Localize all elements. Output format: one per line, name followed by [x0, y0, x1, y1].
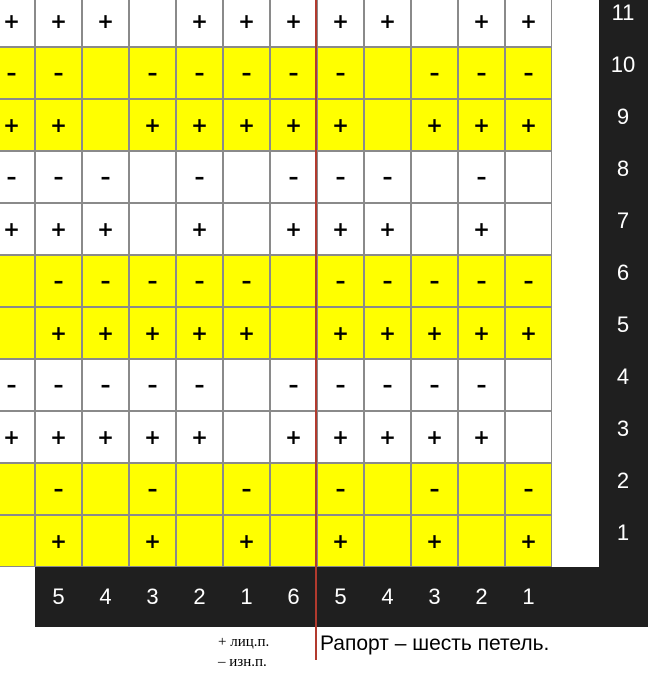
knit-symbol: +: [426, 425, 443, 449]
knit-symbol: +: [379, 425, 396, 449]
knit-symbol: +: [191, 9, 208, 33]
empty-symbol: [82, 463, 129, 515]
empty-symbol: [505, 203, 552, 255]
knit-symbol: +: [285, 217, 302, 241]
purl-symbol: –: [335, 165, 346, 189]
empty-symbol: [270, 515, 317, 567]
repeat-divider: [315, 0, 317, 660]
purl-symbol: –: [194, 61, 205, 85]
knit-symbol: +: [332, 113, 349, 137]
purl-symbol: –: [194, 269, 205, 293]
row-number: 4: [616, 364, 630, 389]
empty-symbol: [0, 463, 35, 515]
purl-symbol: –: [6, 373, 17, 397]
knit-symbol: +: [50, 425, 67, 449]
empty-symbol: [411, 0, 458, 47]
row-number: 7: [616, 208, 630, 233]
empty-symbol: [411, 203, 458, 255]
knit-symbol: +: [3, 113, 20, 137]
purl-symbol: –: [6, 165, 17, 189]
knit-symbol: +: [332, 217, 349, 241]
empty-symbol: [270, 307, 317, 359]
knit-symbol: +: [191, 217, 208, 241]
purl-symbol: –: [476, 269, 487, 293]
purl-symbol: –: [523, 477, 534, 501]
purl-symbol: –: [523, 61, 534, 85]
knit-symbol: +: [238, 9, 255, 33]
knit-symbol: +: [144, 529, 161, 553]
purl-symbol: –: [53, 269, 64, 293]
purl-symbol: –: [429, 477, 440, 501]
column-number: 2: [475, 584, 488, 609]
knit-symbol: +: [285, 425, 302, 449]
empty-symbol: [0, 255, 35, 307]
knit-symbol: +: [238, 321, 255, 345]
column-number: 5: [334, 584, 347, 609]
empty-symbol: [505, 411, 552, 463]
empty-symbol: [0, 307, 35, 359]
knit-symbol: +: [50, 529, 67, 553]
legend-knit: + лиц.п.: [218, 634, 270, 650]
knit-symbol: +: [144, 113, 161, 137]
purl-symbol: –: [288, 165, 299, 189]
knit-symbol: +: [426, 113, 443, 137]
knit-symbol: +: [50, 113, 67, 137]
purl-symbol: –: [100, 269, 111, 293]
row-number: 8: [616, 156, 630, 181]
empty-symbol: [223, 151, 270, 203]
knit-symbol: +: [3, 9, 20, 33]
column-number: 1: [522, 584, 535, 609]
knit-symbol: +: [520, 529, 537, 553]
purl-symbol: –: [382, 269, 393, 293]
column-number: 4: [99, 584, 112, 609]
empty-symbol: [364, 515, 411, 567]
purl-symbol: –: [100, 165, 111, 189]
empty-symbol: [364, 99, 411, 151]
knit-symbol: +: [144, 425, 161, 449]
knit-symbol: +: [426, 529, 443, 553]
knit-symbol: +: [285, 113, 302, 137]
knit-symbol: +: [97, 217, 114, 241]
column-number: 6: [287, 584, 300, 609]
row-number: 6: [616, 260, 630, 285]
empty-symbol: [411, 151, 458, 203]
knit-symbol: +: [3, 217, 20, 241]
knit-symbol: +: [97, 425, 114, 449]
purl-symbol: –: [100, 373, 111, 397]
knit-symbol: +: [50, 217, 67, 241]
purl-symbol: –: [476, 165, 487, 189]
knit-symbol: +: [144, 321, 161, 345]
empty-symbol: [458, 463, 505, 515]
purl-symbol: –: [241, 477, 252, 501]
column-number: 2: [193, 584, 206, 609]
column-number: 3: [428, 584, 441, 609]
purl-symbol: –: [241, 61, 252, 85]
empty-symbol: [458, 515, 505, 567]
row-number: 2: [616, 468, 630, 493]
row-number: 11: [611, 0, 635, 25]
purl-symbol: –: [288, 373, 299, 397]
column-number: 3: [146, 584, 159, 609]
knit-symbol: +: [520, 9, 537, 33]
knit-symbol: +: [285, 9, 302, 33]
empty-symbol: [270, 255, 317, 307]
purl-symbol: –: [53, 165, 64, 189]
knit-symbol: +: [332, 9, 349, 33]
empty-symbol: [0, 515, 35, 567]
purl-symbol: –: [382, 165, 393, 189]
column-number: 4: [381, 584, 394, 609]
empty-symbol: [364, 47, 411, 99]
purl-symbol: –: [335, 477, 346, 501]
empty-symbol: [82, 47, 129, 99]
knit-symbol: +: [50, 9, 67, 33]
knit-symbol: +: [191, 113, 208, 137]
empty-symbol: [223, 359, 270, 411]
knit-symbol: +: [520, 113, 537, 137]
purl-symbol: –: [53, 477, 64, 501]
knit-symbol: +: [379, 217, 396, 241]
knit-symbol: +: [50, 321, 67, 345]
knit-symbol: +: [238, 529, 255, 553]
purl-symbol: –: [335, 373, 346, 397]
empty-symbol: [129, 203, 176, 255]
purl-symbol: –: [382, 373, 393, 397]
knit-symbol: +: [191, 321, 208, 345]
purl-symbol: –: [194, 373, 205, 397]
purl-symbol: –: [429, 269, 440, 293]
knit-symbol: +: [473, 321, 490, 345]
empty-symbol: [129, 0, 176, 47]
knit-symbol: +: [97, 9, 114, 33]
purl-symbol: –: [335, 61, 346, 85]
empty-symbol: [82, 99, 129, 151]
repeat-note: Рапорт – шесть петель.: [320, 632, 550, 655]
purl-symbol: –: [53, 61, 64, 85]
knit-symbol: +: [379, 9, 396, 33]
empty-symbol: [129, 151, 176, 203]
purl-symbol: –: [147, 373, 158, 397]
column-number: 6: [5, 584, 18, 609]
purl-symbol: –: [241, 269, 252, 293]
legend-purl: – изн.п.: [218, 654, 267, 670]
knit-symbol: +: [473, 217, 490, 241]
empty-symbol: [82, 515, 129, 567]
knit-symbol: +: [379, 321, 396, 345]
knit-symbol: +: [191, 425, 208, 449]
purl-symbol: –: [194, 165, 205, 189]
knit-symbol: +: [426, 321, 443, 345]
purl-symbol: –: [429, 373, 440, 397]
knit-symbol: +: [332, 321, 349, 345]
knit-symbol: +: [332, 425, 349, 449]
knit-symbol: +: [520, 321, 537, 345]
knit-symbol: +: [238, 113, 255, 137]
purl-symbol: –: [53, 373, 64, 397]
purl-symbol: –: [429, 61, 440, 85]
purl-symbol: –: [476, 373, 487, 397]
empty-symbol: [364, 463, 411, 515]
empty-symbol: [505, 359, 552, 411]
knit-symbol: +: [473, 425, 490, 449]
empty-symbol: [270, 463, 317, 515]
purl-symbol: –: [147, 61, 158, 85]
purl-symbol: –: [147, 477, 158, 501]
column-number: 1: [240, 584, 253, 609]
purl-symbol: –: [288, 61, 299, 85]
knit-symbol: +: [97, 321, 114, 345]
purl-symbol: –: [6, 61, 17, 85]
empty-symbol: [223, 203, 270, 255]
empty-symbol: [505, 151, 552, 203]
purl-symbol: –: [335, 269, 346, 293]
legend: [218, 632, 269, 672]
empty-symbol: [176, 463, 223, 515]
row-number: 5: [616, 312, 630, 337]
purl-symbol: –: [523, 269, 534, 293]
row-number: 9: [616, 104, 630, 129]
row-number: 3: [616, 416, 630, 441]
knit-symbol: +: [473, 113, 490, 137]
row-number: 1: [616, 520, 630, 545]
column-number: 5: [52, 584, 65, 609]
knit-symbol: +: [332, 529, 349, 553]
empty-symbol: [176, 515, 223, 567]
row-number: 10: [610, 52, 636, 77]
empty-symbol: [223, 411, 270, 463]
knit-symbol: +: [3, 425, 20, 449]
purl-symbol: –: [147, 269, 158, 293]
purl-symbol: –: [476, 61, 487, 85]
knit-symbol: +: [473, 9, 490, 33]
